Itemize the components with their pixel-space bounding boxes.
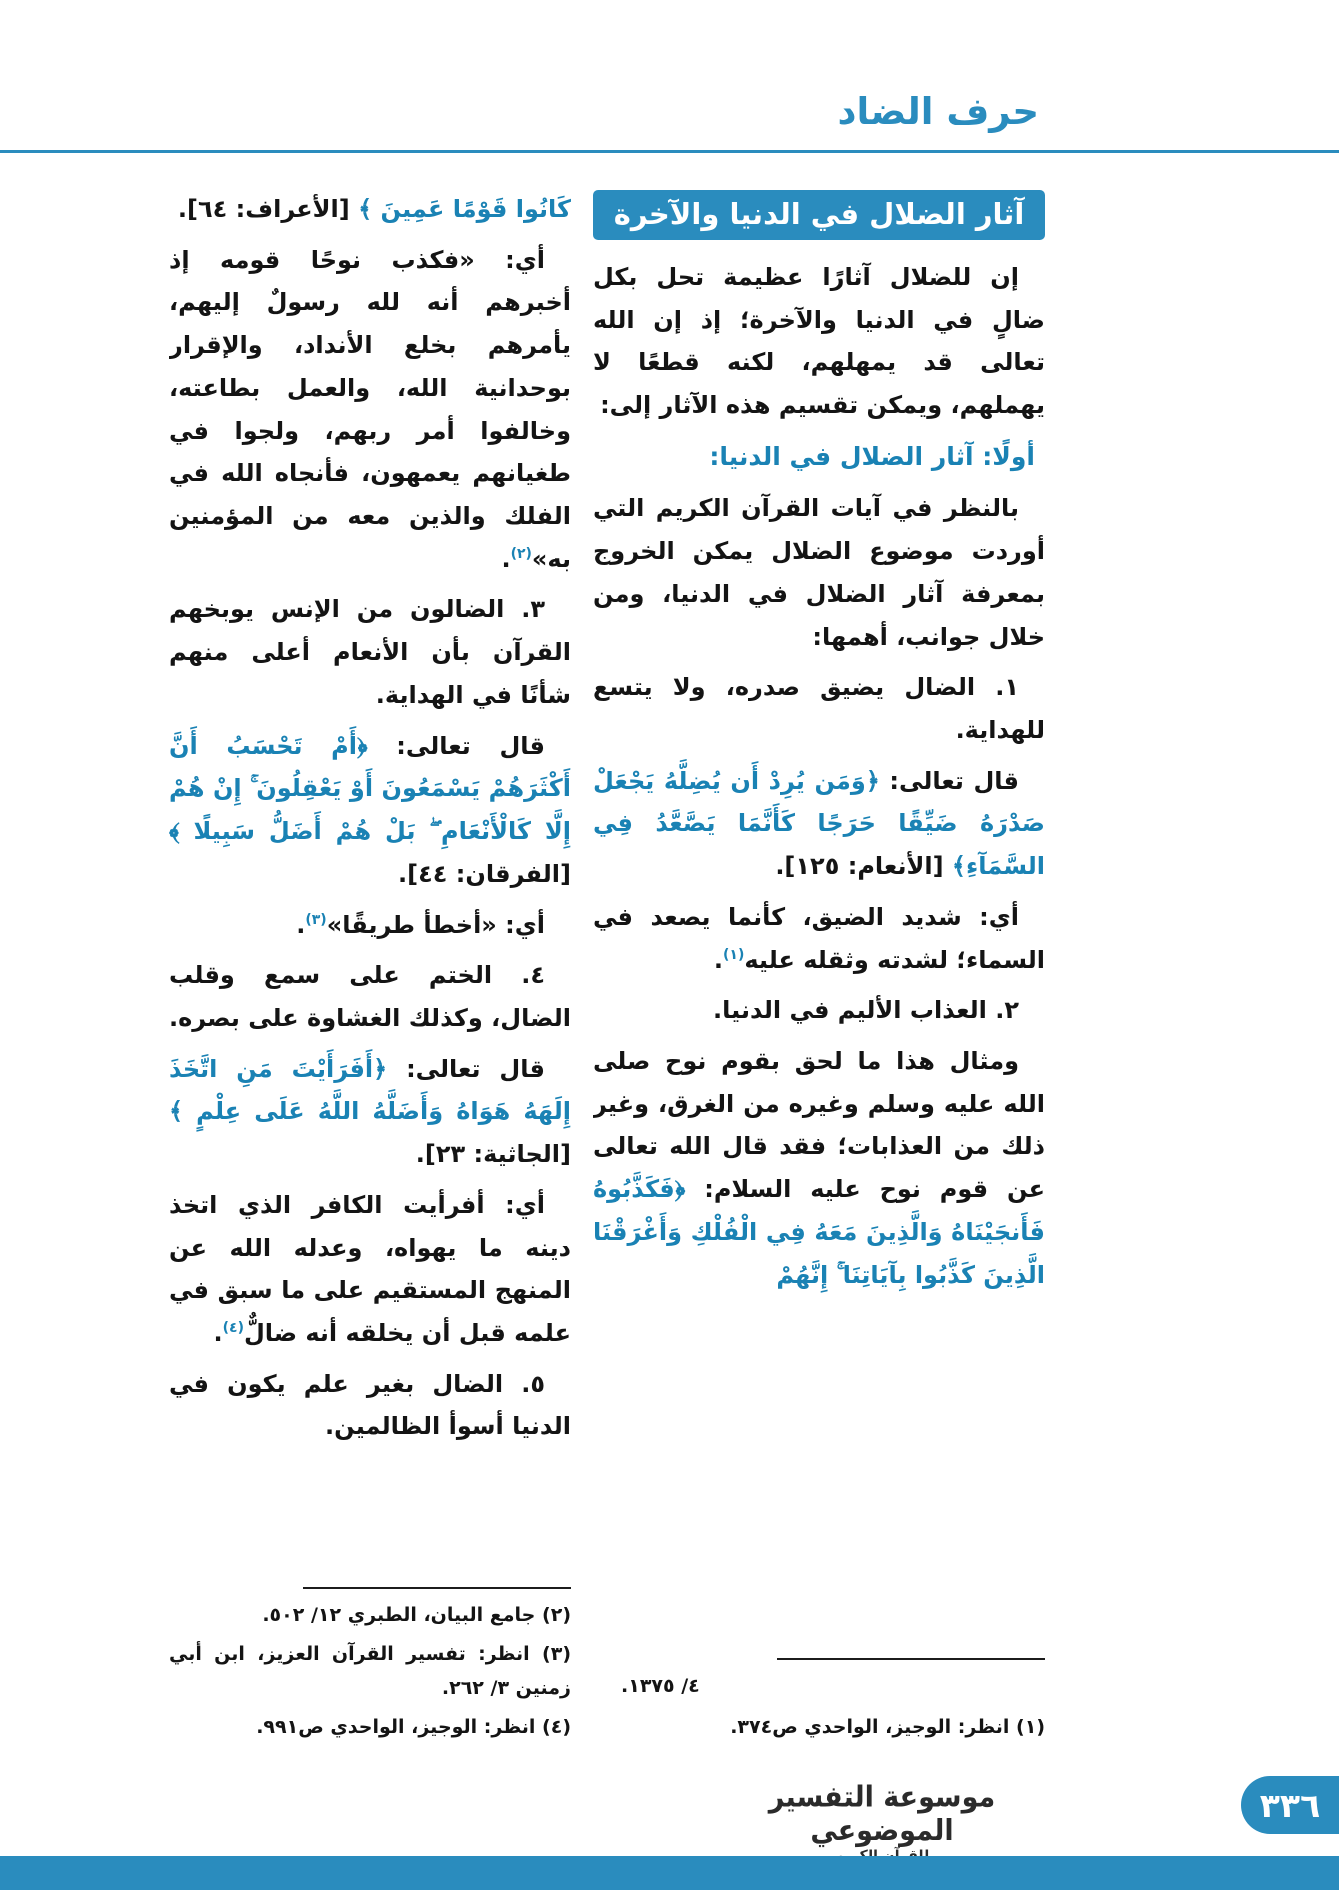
footnote-separator bbox=[777, 1658, 1045, 1660]
footnote-1 bbox=[593, 1711, 1045, 1744]
tafsir-tail: . bbox=[213, 1318, 223, 1347]
tafsir-paragraph-1 bbox=[593, 896, 1045, 981]
verse-reference: [الجاثية: ٢٣]. bbox=[415, 1140, 571, 1169]
quran-quote-4 bbox=[169, 1048, 571, 1176]
tafsir-tail: . bbox=[713, 945, 723, 974]
secondary-column-footnotes bbox=[169, 1579, 571, 1750]
quran-verse: ﴿أَفَرَأَيْتَ مَنِ اتَّخَذَ إِلَهَهُ هَوَاهُ وَأَضَلَّهُ اللَّهُ عَلَى عِلْمٍ ﴾ bbox=[169, 1054, 571, 1126]
footer-band bbox=[0, 1856, 1339, 1890]
footnote-2-text: جامع البيان، الطبري ١٢/ ٥٠٢. bbox=[262, 1604, 536, 1626]
tafsir-paragraph-3 bbox=[169, 904, 571, 947]
example-text: ومثال هذا ما لحق بقوم نوح صلى الله عليه وسلم وغيره من الغرق، وغير ذلك من العذابات؛ فقد قال الله تعالى عن قوم نوح عليه السلام: bbox=[593, 1047, 1045, 1204]
page-number: ٣٣٦ bbox=[1259, 1785, 1321, 1825]
footnote-1-text: انظر: الوجيز، الواحدي ص٣٧٤. bbox=[730, 1715, 1010, 1738]
footnote-2-marker: (٢) bbox=[542, 1604, 571, 1626]
footnote-4-marker: (٤) bbox=[542, 1715, 571, 1738]
list-item-4-text: ٤. الختم على سمع وقلب الضال، وكذلك الغشاوة على بصره. bbox=[169, 961, 571, 1032]
publisher-logo bbox=[764, 1780, 1000, 1864]
tafsir-paragraph-4 bbox=[169, 1184, 571, 1355]
footnote-4 bbox=[169, 1711, 571, 1744]
secondary-column bbox=[169, 188, 571, 1750]
footnote-2 bbox=[169, 1599, 571, 1632]
tafsir-tail: . bbox=[501, 544, 511, 573]
paragraph-overview-text: بالنظر في آيات القرآن الكريم التي أوردت موضوع الضلال يمكن الخروج بمعرفة آثار الضلال في الدنيا، ومن خلال جوانب، أهمها: bbox=[593, 494, 1045, 651]
footnote-marker-1: (١) bbox=[722, 946, 745, 963]
quote-intro: قال تعالى: bbox=[367, 731, 545, 760]
list-item-5 bbox=[169, 1363, 571, 1448]
subheading-effects-dunya bbox=[593, 435, 1045, 480]
footnote-marker-3: (٣) bbox=[305, 911, 327, 928]
quote-intro: قال تعالى: bbox=[387, 1054, 545, 1083]
list-item-2-text: ٢. العذاب الأليم في الدنيا. bbox=[713, 996, 1019, 1025]
primary-column bbox=[593, 188, 1045, 1750]
quran-quote-3 bbox=[169, 725, 571, 896]
list-item-1-text: ١. الضال يضيق صدره، ولا يتسع للهداية. bbox=[593, 673, 1045, 744]
list-item-1 bbox=[593, 666, 1045, 751]
list-item-2 bbox=[593, 989, 1045, 1032]
chapter-letter-title: حرف الضاد bbox=[837, 90, 1039, 133]
example-paragraph bbox=[593, 1040, 1045, 1296]
primary-column-footnotes bbox=[593, 1650, 1045, 1751]
subheading-text: أولًا: آثار الضلال في الدنيا: bbox=[709, 441, 1035, 471]
footnote-4-text: انظر: الوجيز، الواحدي ص٩٩١. bbox=[256, 1715, 536, 1738]
tafsir-text: أي: شديد الضيق، كأنما يصعد في السماء؛ لشدته وثقله عليه bbox=[593, 902, 1045, 974]
quran-verse: ﴿أَمْ تَحْسَبُ أَنَّ أَكْثَرَهُمْ يَسْمَعُونَ أَوْ يَعْقِلُونَ ۚ إِنْ هُمْ إِلَّا كَالْأَنْعَامِ ۖ بَلْ هُمْ أَضَلُّ سَبِيلًا ﴾ bbox=[169, 731, 571, 846]
verse-continuation-line bbox=[169, 188, 571, 231]
list-item-5-text: ٥. الضال بغير علم يكون في الدنيا أسوأ الظالمين. bbox=[169, 1369, 571, 1441]
quran-verse: ﴿وَمَن يُرِدْ أَن يُضِلَّهُ يَجْعَلْ صَدْرَهُ ضَيِّقًا حَرَجًا كَأَنَّمَا يَصَّعَّدُ فِي السَّمَآءِ﴾ bbox=[593, 766, 1045, 881]
tafsir-paragraph-2 bbox=[169, 239, 571, 581]
footnote-3 bbox=[169, 1638, 571, 1705]
verse-reference: [الأعراف: ٦٤]. bbox=[177, 195, 359, 223]
content-columns bbox=[169, 188, 1045, 1750]
list-item-3 bbox=[169, 588, 571, 716]
tafsir-tail: . bbox=[296, 910, 306, 939]
tafsir-text: أي: أفرأيت الكافر الذي اتخذ دينه ما يهواه، وعدله الله عن المنهج المستقيم على ما سبق في علمه قبل أن يخلقه أنه ضالٌّ bbox=[169, 1190, 571, 1347]
section-title-box bbox=[593, 190, 1045, 240]
secondary-column-body bbox=[169, 188, 571, 1579]
footnote-carryover: ٤/ ١٣٧٥. bbox=[621, 1674, 700, 1697]
footnote-1-marker: (١) bbox=[1016, 1715, 1045, 1738]
quran-verse: ﴿فَكَذَّبُوهُ فَأَنجَيْنَاهُ وَالَّذِينَ مَعَهُ فِي الْفُلْكِ وَأَغْرَقْنَا الَّذِينَ كَذَّبُوا بِآيَاتِنَا ۚ إِنَّهُمْ bbox=[593, 1175, 1045, 1289]
paragraph-intro bbox=[593, 256, 1045, 427]
list-item-3-text: ٣. الضالون من الإنس يوبخهم القرآن بأن الأنعام أعلى منهم شأنًا في الهداية. bbox=[169, 595, 571, 709]
verse-reference: [الفرقان: ٤٤]. bbox=[398, 859, 571, 888]
footnote-marker-4: (٤) bbox=[222, 1319, 244, 1336]
list-item-4 bbox=[169, 954, 571, 1039]
footnote-3-marker: (٣) bbox=[542, 1643, 571, 1666]
primary-column-body bbox=[593, 188, 1045, 1650]
tafsir-text: أي: «فكذب نوحًا قومه إذ أخبرهم أنه لله رسولٌ إليهم، يأمرهم بخلع الأنداد، والإقرار بوحدانية الله، والعمل بطاعته، وخالفوا أمر ربهم، ولجوا في طغيانهم يعمهون، فأنجاه الله في الفلك والذين معه من المؤمنين به» bbox=[169, 245, 571, 573]
footnote-marker-2: (٢) bbox=[510, 545, 532, 562]
tafsir-text: أي: «أخطأ طريقًا» bbox=[326, 910, 545, 939]
quran-verse-continuation: كَانُوا قَوْمًا عَمِينَ ﴾ bbox=[358, 195, 571, 223]
publisher-logo-title: موسوعة التفسير الموضوعي bbox=[768, 1780, 996, 1848]
footnote-separator bbox=[303, 1587, 571, 1589]
section-title: آثار الضلال في الدنيا والآخرة bbox=[613, 197, 1025, 231]
quran-quote-1 bbox=[593, 760, 1045, 888]
paragraph-intro-text: إن للضلال آثارًا عظيمة تحل بكل ضالٍ في الدنيا والآخرة؛ إذ إن الله تعالى قد يمهلهم، لكنه قطعًا لا يهملهم، ويمكن تقسيم هذه الآثار إلى: bbox=[593, 263, 1045, 420]
verse-reference: [الأنعام: ١٢٥]. bbox=[775, 852, 952, 881]
quote-intro: قال تعالى: bbox=[879, 766, 1019, 795]
header-divider-rule bbox=[0, 150, 1339, 153]
footnote-3-text: انظر: تفسير القرآن العزيز، ابن أبي زمنين ٣/ ٢٦٢. bbox=[169, 1643, 571, 1699]
page-number-badge bbox=[1241, 1776, 1339, 1834]
paragraph-overview bbox=[593, 487, 1045, 658]
